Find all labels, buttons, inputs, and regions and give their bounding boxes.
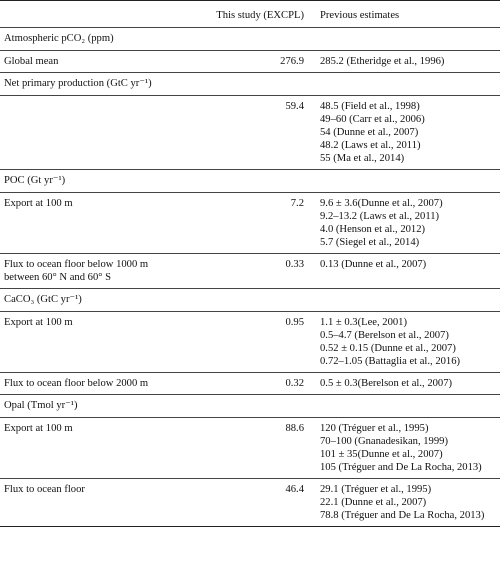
previous-estimates-cell (312, 96, 500, 170)
previous-estimates-cell (312, 418, 500, 479)
table-row (0, 51, 500, 73)
row-label-line: Export at 100 m (4, 317, 73, 328)
row-label (0, 373, 184, 395)
section-title: CaCO₃ (GtC yr⁻¹) (4, 294, 82, 305)
row-label (0, 51, 184, 73)
section-title: POC (Gt yr⁻¹) (4, 175, 66, 186)
previous-estimates-cell (312, 373, 500, 395)
section-title: Atmospheric pCO₂ (ppm) (4, 33, 114, 44)
this-study-value: 7.2 (290, 198, 304, 209)
row-label (0, 193, 184, 254)
previous-estimate: 105 (Tréguer and De La Rocha, 2013) (320, 462, 482, 473)
previous-estimate: 48.5 (Field et al., 1998) (320, 101, 420, 112)
previous-estimate: 9.6 ± 3.6(Dunne et al., 2007) (320, 198, 443, 209)
table-row (0, 373, 500, 395)
row-label-line: Flux to ocean floor below 2000 m (4, 378, 149, 389)
section-header-row (0, 73, 500, 96)
this-study-value: 0.95 (285, 317, 304, 328)
this-study-value: 0.32 (285, 378, 304, 389)
row-label (0, 418, 184, 479)
row-label-line: Export at 100 m (4, 198, 73, 209)
row-label (0, 479, 184, 527)
previous-estimate: 48.2 (Laws et al., 2011) (320, 140, 421, 151)
row-label-line: Global mean (4, 56, 59, 67)
previous-estimate: 9.2–13.2 (Laws et al., 2011) (320, 211, 440, 222)
section-header-row (0, 170, 500, 193)
previous-estimate: 0.72–1.05 (Battaglia et al., 2016) (320, 356, 461, 367)
previous-estimate: 4.0 (Henson et al., 2012) (320, 224, 426, 235)
previous-estimate: 120 (Tréguer et al., 1995) (320, 423, 429, 434)
previous-estimate: 101 ± 35(Dunne et al., 2007) (320, 449, 443, 460)
previous-estimate: 1.1 ± 0.3(Lee, 2001) (320, 317, 408, 328)
row-label-line (4, 100, 184, 113)
this-study-value: 0.33 (285, 259, 304, 270)
row-label (0, 96, 184, 170)
this-study-value: 59.4 (285, 101, 304, 112)
previous-estimate: 55 (Ma et al., 2014) (320, 153, 405, 164)
section-title: Opal (Tmol yr⁻¹) (4, 400, 78, 411)
table-body (0, 28, 500, 527)
section-header-row (0, 289, 500, 312)
previous-estimate: 5.7 (Siegel et al., 2014) (320, 237, 420, 248)
previous-estimates-cell (312, 479, 500, 527)
row-label-line: Flux to ocean floor (4, 484, 85, 495)
previous-estimates-cell (312, 312, 500, 373)
previous-estimate: 22.1 (Dunne et al., 2007) (320, 497, 427, 508)
section-header-row (0, 395, 500, 418)
table-row (0, 96, 500, 170)
table-header-row (0, 1, 500, 28)
previous-estimate: 29.1 (Tréguer et al., 1995) (320, 484, 432, 495)
row-label-line: Export at 100 m (4, 423, 73, 434)
previous-estimates-cell (312, 51, 500, 73)
previous-estimate: 78.8 (Tréguer and De La Rocha, 2013) (320, 510, 485, 521)
table-row (0, 418, 500, 479)
previous-estimates-cell (312, 254, 500, 289)
previous-estimate: 70–100 (Gnanadesikan, 1999) (320, 436, 448, 447)
row-label-line: Flux to ocean floor below 1000 m (4, 259, 149, 270)
this-study-value: 276.9 (280, 56, 304, 67)
header-col1 (0, 1, 184, 28)
table-row (0, 193, 500, 254)
previous-estimate: 0.13 (Dunne et al., 2007) (320, 259, 427, 270)
this-study-value: 88.6 (285, 423, 304, 434)
table-row (0, 479, 500, 527)
previous-estimate: 0.52 ± 0.15 (Dunne et al., 2007) (320, 343, 456, 354)
table-row (0, 312, 500, 373)
previous-estimate: 0.5–4.7 (Berelson et al., 2007) (320, 330, 449, 341)
row-label (0, 312, 184, 373)
previous-estimates-cell (312, 193, 500, 254)
table-row (0, 254, 500, 289)
section-title: Net primary production (GtC yr⁻¹) (4, 78, 152, 89)
header-this-study: This study (EXCPL) (216, 10, 304, 21)
previous-estimate: 49–60 (Carr et al., 2006) (320, 114, 425, 125)
header-previous-estimates: Previous estimates (320, 10, 400, 21)
section-header-row (0, 28, 500, 51)
this-study-value: 46.4 (285, 484, 304, 495)
previous-estimate: 285.2 (Etheridge et al., 1996) (320, 56, 445, 67)
previous-estimate: 0.5 ± 0.3(Berelson et al., 2007) (320, 378, 453, 389)
row-label-line: between 60° N and 60° S (4, 272, 112, 283)
row-label (0, 254, 184, 289)
previous-estimate: 54 (Dunne et al., 2007) (320, 127, 419, 138)
